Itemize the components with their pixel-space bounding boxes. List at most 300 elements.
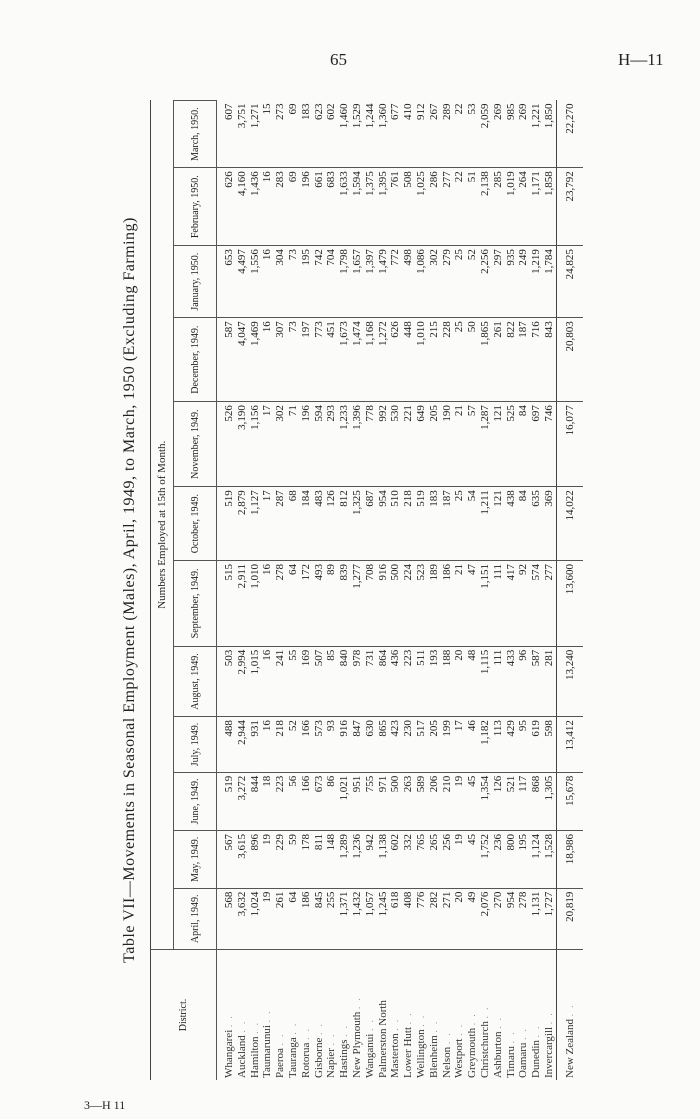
value-cell: 602 (389, 831, 402, 889)
value-cell: 626 (389, 318, 402, 402)
value-cell: 19 (261, 888, 274, 949)
value-cell: 515 (217, 560, 236, 646)
value-cell: 844 (249, 772, 262, 830)
value-cell: 493 (313, 560, 326, 646)
value-cell: 840 (338, 646, 351, 716)
value-cell: 954 (505, 888, 518, 949)
value-cell: 864 (377, 646, 390, 716)
table-row (479, 101, 492, 1081)
value-cell: 53 (466, 101, 479, 168)
value-cell: 708 (364, 560, 377, 646)
leader-dots: . . (467, 1012, 478, 1026)
district-name: Rotorua (299, 1042, 312, 1078)
table-row (415, 101, 428, 1081)
value-cell: 183 (428, 487, 441, 561)
value-cell: 839 (338, 560, 351, 646)
value-cell: 186 (441, 560, 454, 646)
value-cell: 1,010 (415, 318, 428, 402)
value-cell: 188 (441, 646, 454, 716)
value-cell: 3,190 (236, 402, 249, 487)
value-cell: 278 (274, 560, 287, 646)
table-row (300, 101, 313, 1081)
table-row (351, 101, 364, 1081)
value-cell: 1,151 (479, 560, 492, 646)
value-cell: 498 (402, 246, 415, 318)
value-cell: 1,168 (364, 318, 377, 402)
table-row (505, 101, 518, 1081)
value-cell: 206 (428, 772, 441, 830)
value-cell: 448 (402, 318, 415, 402)
value-cell: 21 (453, 560, 466, 646)
value-cell: 369 (543, 487, 556, 561)
value-cell: 89 (325, 560, 338, 646)
value-cell: 59 (287, 831, 300, 889)
value-cell: 14,022 (556, 487, 583, 561)
value-cell: 661 (313, 168, 326, 246)
month-column-header: August, 1949. (174, 646, 217, 716)
value-cell: 1,436 (249, 168, 262, 246)
value-cell: 1,277 (351, 560, 364, 646)
value-cell: 297 (492, 246, 505, 318)
table-row (338, 101, 351, 1081)
value-cell: 1,127 (249, 487, 262, 561)
value-cell: 992 (377, 402, 390, 487)
district-column-header: District. (151, 950, 217, 1081)
value-cell: 86 (325, 772, 338, 830)
district-name-cell (415, 950, 428, 1081)
value-cell: 1,850 (543, 101, 556, 168)
value-cell: 1,798 (338, 246, 351, 318)
value-cell: 17 (261, 487, 274, 561)
table-row (466, 101, 479, 1081)
value-cell: 49 (466, 888, 479, 949)
value-cell: 503 (217, 646, 236, 716)
value-cell: 271 (441, 888, 454, 949)
value-cell: 931 (249, 717, 262, 773)
value-cell: 916 (377, 560, 390, 646)
table-row (402, 101, 415, 1081)
value-cell: 302 (428, 246, 441, 318)
month-column-header: June, 1949. (174, 772, 217, 830)
value-cell: 3,751 (236, 101, 249, 168)
value-cell: 47 (466, 560, 479, 646)
value-cell: 196 (300, 402, 313, 487)
value-cell: 1,236 (351, 831, 364, 889)
value-cell: 22,270 (556, 101, 583, 168)
value-cell: 52 (287, 717, 300, 773)
leader-dots: . . (428, 1019, 439, 1033)
value-cell: 2,256 (479, 246, 492, 318)
value-cell: 186 (300, 888, 313, 949)
value-cell: 1,784 (543, 246, 556, 318)
leader-dots: . . (275, 1032, 286, 1046)
value-cell: 812 (338, 487, 351, 561)
value-cell: 2,944 (236, 717, 249, 773)
value-cell: 261 (274, 888, 287, 949)
value-cell: 273 (274, 101, 287, 168)
value-cell: 451 (325, 318, 338, 402)
value-cell: 193 (428, 646, 441, 716)
value-cell: 1,233 (338, 402, 351, 487)
value-cell: 270 (492, 888, 505, 949)
value-cell: 417 (505, 560, 518, 646)
value-cell: 517 (415, 717, 428, 773)
leader-dots: . . (326, 1032, 337, 1046)
value-cell: 1,219 (530, 246, 543, 318)
district-name-cell (402, 950, 415, 1081)
value-cell: 511 (415, 646, 428, 716)
value-cell: 525 (505, 402, 518, 487)
leader-dots: . . (415, 1013, 426, 1027)
value-cell: 1,528 (543, 831, 556, 889)
value-cell: 530 (389, 402, 402, 487)
table-row (453, 101, 466, 1081)
value-cell: 267 (428, 101, 441, 168)
leader-dots: . . (236, 1019, 247, 1033)
value-cell: 189 (428, 560, 441, 646)
value-cell: 1,221 (530, 101, 543, 168)
district-name-cell (217, 950, 236, 1081)
value-cell: 293 (325, 402, 338, 487)
value-cell: 256 (441, 831, 454, 889)
district-name: Taumarunui (261, 1025, 274, 1078)
value-cell: 19 (453, 831, 466, 889)
value-cell: 218 (274, 717, 287, 773)
district-name-cell (377, 950, 390, 1081)
value-cell: 19 (261, 831, 274, 889)
value-cell: 1,289 (338, 831, 351, 889)
district-name: Christchurch (478, 1021, 491, 1078)
value-cell: 635 (530, 487, 543, 561)
value-cell: 1,086 (415, 246, 428, 318)
value-cell: 755 (364, 772, 377, 830)
value-cell: 287 (274, 487, 287, 561)
value-cell: 776 (415, 888, 428, 949)
district-name-cell (492, 950, 505, 1081)
value-cell: 148 (325, 831, 338, 889)
district-name: Wellington (414, 1029, 427, 1078)
value-cell: 1,460 (338, 101, 351, 168)
month-column-header: February, 1950. (174, 168, 217, 246)
district-name-cell (364, 950, 377, 1081)
district-name: Masterton (389, 1033, 402, 1078)
value-cell: 433 (505, 646, 518, 716)
value-cell: 25 (453, 318, 466, 402)
value-cell: 607 (217, 101, 236, 168)
value-cell: 16 (261, 646, 274, 716)
district-name: Palmerston North (376, 1000, 389, 1078)
value-cell: 942 (364, 831, 377, 889)
value-cell: 166 (300, 717, 313, 773)
value-cell: 17 (453, 717, 466, 773)
leader-dots: . . (454, 1023, 465, 1036)
value-cell: 847 (351, 717, 364, 773)
value-cell: 742 (313, 246, 326, 318)
value-cell: 1,272 (377, 318, 390, 402)
value-cell: 111 (492, 560, 505, 646)
value-cell: 223 (274, 772, 287, 830)
district-name: Nelson (440, 1046, 453, 1078)
value-cell: 1,015 (249, 646, 262, 716)
value-cell: 228 (441, 318, 454, 402)
value-cell: 20,819 (556, 888, 583, 949)
value-cell: 16 (261, 168, 274, 246)
value-cell: 602 (325, 101, 338, 168)
value-cell: 1,474 (351, 318, 364, 402)
value-cell: 1,479 (377, 246, 390, 318)
month-column-header: May, 1949. (174, 831, 217, 889)
value-cell: 519 (217, 772, 236, 830)
value-cell: 2,911 (236, 560, 249, 646)
value-cell: 1,673 (338, 318, 351, 402)
leader-dots: . . (287, 1021, 298, 1035)
value-cell: 519 (217, 487, 236, 561)
district-name: Paeroa (274, 1048, 287, 1078)
value-cell: 57 (466, 402, 479, 487)
value-cell: 765 (415, 831, 428, 889)
value-cell: 279 (441, 246, 454, 318)
rotated-table-container (110, 100, 630, 1080)
table-row (517, 101, 530, 1081)
district-name: Invercargill (542, 1026, 555, 1078)
value-cell: 2,138 (479, 168, 492, 246)
value-cell: 1,010 (249, 560, 262, 646)
value-cell: 19 (453, 772, 466, 830)
district-name: Ashburton (491, 1031, 504, 1078)
value-cell: 111 (492, 646, 505, 716)
value-cell: 1,865 (479, 318, 492, 402)
seasonal-employment-table (150, 100, 583, 1080)
value-cell: 1,657 (351, 246, 364, 318)
table-row (217, 101, 236, 1081)
value-cell: 1,021 (338, 772, 351, 830)
district-name-cell (274, 950, 287, 1081)
value-cell: 197 (300, 318, 313, 402)
leader-dots: . . (441, 1031, 452, 1045)
value-cell: 172 (300, 560, 313, 646)
month-column-header: July, 1949. (174, 717, 217, 773)
value-cell: 55 (287, 646, 300, 716)
value-cell: 255 (325, 888, 338, 949)
value-cell: 126 (325, 487, 338, 561)
value-cell: 3,272 (236, 772, 249, 830)
value-cell: 1,469 (249, 318, 262, 402)
value-cell: 587 (530, 646, 543, 716)
total-row (556, 101, 583, 1081)
value-cell: 285 (492, 168, 505, 246)
value-cell: 697 (530, 402, 543, 487)
value-cell: 96 (517, 646, 530, 716)
district-name-cell (453, 950, 466, 1081)
value-cell: 126 (492, 772, 505, 830)
value-cell: 1,396 (351, 402, 364, 487)
leader-dots: . . (390, 1017, 401, 1031)
value-cell: 1,395 (377, 168, 390, 246)
value-cell: 1,024 (249, 888, 262, 949)
value-cell: 1,360 (377, 101, 390, 168)
value-cell: 282 (428, 888, 441, 949)
value-cell: 205 (428, 402, 441, 487)
value-cell: 178 (300, 831, 313, 889)
value-cell: 951 (351, 772, 364, 830)
value-cell: 526 (217, 402, 236, 487)
value-cell: 215 (428, 318, 441, 402)
value-cell: 746 (543, 402, 556, 487)
value-cell: 716 (530, 318, 543, 402)
value-cell: 241 (274, 646, 287, 716)
value-cell: 92 (517, 560, 530, 646)
value-cell: 573 (313, 717, 326, 773)
leader-dots: . . (313, 1022, 324, 1035)
value-cell: 196 (300, 168, 313, 246)
leader-dots: . . (564, 1003, 575, 1017)
table-row (441, 101, 454, 1081)
district-name: Wanganui (363, 1033, 376, 1078)
value-cell: 277 (543, 560, 556, 646)
month-column-header: March, 1950. (174, 101, 217, 168)
page-code: H—11 (618, 50, 664, 69)
leader-dots: . . (351, 996, 362, 1009)
month-column-header: October, 1949. (174, 487, 217, 561)
district-name: Tauranga (286, 1037, 299, 1078)
district-name: Timaru (504, 1046, 517, 1078)
value-cell: 18 (261, 772, 274, 830)
value-cell: 95 (517, 717, 530, 773)
value-cell: 22 (453, 168, 466, 246)
value-cell: 653 (217, 246, 236, 318)
value-cell: 649 (415, 402, 428, 487)
value-cell: 508 (402, 168, 415, 246)
value-cell: 117 (517, 772, 530, 830)
value-cell: 523 (415, 560, 428, 646)
district-name-cell (261, 950, 274, 1081)
value-cell: 1,375 (364, 168, 377, 246)
value-cell: 17 (261, 402, 274, 487)
value-cell: 269 (517, 101, 530, 168)
value-cell: 195 (517, 831, 530, 889)
district-name-cell (300, 950, 313, 1081)
value-cell: 935 (505, 246, 518, 318)
table-row (313, 101, 326, 1081)
district-name: New Plymouth (350, 1011, 363, 1078)
value-cell: 64 (287, 888, 300, 949)
value-cell: 587 (217, 318, 236, 402)
value-cell: 1,025 (415, 168, 428, 246)
district-name: Whangarei (223, 1029, 235, 1078)
value-cell: 1,305 (543, 772, 556, 830)
district-name: Greymouth (466, 1027, 479, 1078)
value-cell: 704 (325, 246, 338, 318)
value-cell: 205 (428, 717, 441, 773)
value-cell: 438 (505, 487, 518, 561)
table-row (236, 101, 249, 1081)
district-name-cell (338, 950, 351, 1081)
district-name-cell (505, 950, 518, 1081)
value-cell: 822 (505, 318, 518, 402)
value-cell: 630 (364, 717, 377, 773)
value-cell: 619 (530, 717, 543, 773)
value-cell: 488 (217, 717, 236, 773)
leader-dots: . . (492, 1016, 503, 1029)
value-cell: 500 (389, 772, 402, 830)
value-cell: 265 (428, 831, 441, 889)
value-cell: 1,354 (479, 772, 492, 830)
value-cell: 2,994 (236, 646, 249, 716)
value-cell: 916 (338, 717, 351, 773)
value-cell: 20 (453, 888, 466, 949)
value-cell: 15 (261, 101, 274, 168)
value-cell: 263 (402, 772, 415, 830)
value-cell: 1,138 (377, 831, 390, 889)
district-name-cell (428, 950, 441, 1081)
value-cell: 48 (466, 646, 479, 716)
value-cell: 184 (300, 487, 313, 561)
value-cell: 286 (428, 168, 441, 246)
leader-dots: . . (249, 1020, 260, 1034)
value-cell: 623 (313, 101, 326, 168)
value-cell: 25 (453, 246, 466, 318)
value-cell: 507 (313, 646, 326, 716)
value-cell: 230 (402, 717, 415, 773)
value-cell: 896 (249, 831, 262, 889)
value-cell: 261 (492, 318, 505, 402)
value-cell: 1,858 (543, 168, 556, 246)
footer-code: 3—H 11 (84, 1098, 126, 1112)
value-cell: 589 (415, 772, 428, 830)
district-name: Gisborne (312, 1037, 325, 1078)
value-cell: 567 (217, 831, 236, 889)
value-cell: 221 (402, 402, 415, 487)
district-name: Napier (325, 1048, 338, 1078)
value-cell: 85 (325, 646, 338, 716)
value-cell: 2,076 (479, 888, 492, 949)
district-name-cell (479, 950, 492, 1081)
value-cell: 249 (517, 246, 530, 318)
value-cell: 1,211 (479, 487, 492, 561)
value-cell: 269 (492, 101, 505, 168)
value-cell: 761 (389, 168, 402, 246)
page-number: 65 (330, 50, 347, 69)
value-cell: 13,412 (556, 717, 583, 773)
value-cell: 500 (389, 560, 402, 646)
district-name-cell (313, 950, 326, 1081)
value-cell: 304 (274, 246, 287, 318)
value-cell: 626 (217, 168, 236, 246)
value-cell: 4,047 (236, 318, 249, 402)
value-cell: 2,059 (479, 101, 492, 168)
month-column-header: September, 1949. (174, 560, 217, 646)
value-cell: 45 (466, 831, 479, 889)
value-cell: 1,124 (530, 831, 543, 889)
value-cell: 218 (402, 487, 415, 561)
value-cell: 332 (402, 831, 415, 889)
district-name-cell (543, 950, 556, 1081)
value-cell: 16,077 (556, 402, 583, 487)
district-name-cell (389, 950, 402, 1081)
value-cell: 71 (287, 402, 300, 487)
value-cell: 50 (466, 318, 479, 402)
leader-dots: . . (339, 1024, 350, 1037)
district-name-cell (517, 950, 530, 1081)
district-name-cell (249, 950, 262, 1081)
value-cell: 278 (517, 888, 530, 949)
district-name-cell (466, 950, 479, 1081)
value-cell: 224 (402, 560, 415, 646)
value-cell: 187 (517, 318, 530, 402)
value-cell: 673 (313, 772, 326, 830)
value-cell: 169 (300, 646, 313, 716)
value-cell: 510 (389, 487, 402, 561)
